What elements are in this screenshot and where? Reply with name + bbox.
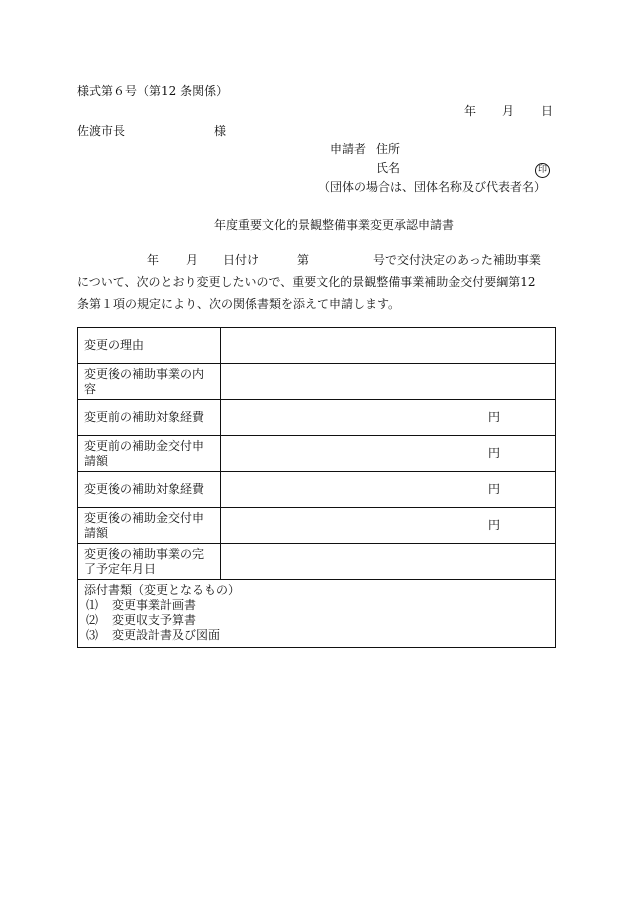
body-month-label: 月 [186,253,199,267]
attachment-number: ⑶ [86,628,99,642]
list-item [84,628,549,643]
date-year-label: 年 [464,104,477,118]
addressee-honorific: 様 [214,124,227,138]
table-row [78,472,556,508]
attachment-text: 変更設計書及び図面 [112,628,221,642]
table-row [78,544,556,580]
body-dai-label: 第 [297,253,310,267]
row-value-content[interactable] [221,364,556,400]
applicant-label: 申請者 [330,142,367,156]
list-item [84,598,549,613]
applicant-address-label: 住所 [376,142,401,156]
row-value-cost-after[interactable]: 円 [221,472,556,508]
list-item [84,613,549,628]
date-month-label: 月 [502,104,515,118]
table-row [78,436,556,472]
row-label-content: 変更後の補助事業の内容 [78,364,221,400]
row-label-cost-after: 変更後の補助対象経費 [78,472,221,508]
table-row [78,364,556,400]
table-row [78,328,556,364]
date-day-label: 日 [541,104,554,118]
row-value-reason[interactable] [221,328,556,364]
row-value-completion-date[interactable] [221,544,556,580]
row-value-grant-after[interactable]: 円 [221,508,556,544]
body-line-1 [77,249,555,271]
body-line-3: 条第１項の規定により、次の関係書類を添えて申請します。 [77,297,401,311]
attachment-number: ⑵ [86,613,99,627]
attachment-text: 変更収支予算書 [112,613,197,627]
body-paragraph [77,249,555,315]
form-number: 様式第６号（第12 条関係） [77,84,229,98]
body-line-2: について、次のとおり変更したいので、重要文化的景観整備事業補助金交付要綱第12 [77,275,536,289]
body-year-label: 年 [147,253,160,267]
row-value-cost-before[interactable]: 円 [221,400,556,436]
applicant-name-label: 氏名 [376,161,401,175]
attachment-number: ⑴ [86,598,99,612]
attachments-cell [78,580,556,648]
seal-mark [535,161,550,178]
table-row [78,400,556,436]
body-line-1-rest: 号で交付決定のあった補助事業 [373,253,541,267]
row-label-grant-after: 変更後の補助金交付申請額 [78,508,221,544]
addressee-name: 佐渡市長 [77,124,126,138]
change-application-table [77,327,556,648]
row-label-cost-before: 変更前の補助対象経費 [78,400,221,436]
body-day-label: 日付け [223,253,260,267]
attachments-heading: 添付書類（変更となるもの） [84,583,241,597]
row-label-completion-date: 変更後の補助事業の完了予定年月日 [78,544,221,580]
row-label-reason: 変更の理由 [78,328,221,364]
document-title: 年度重要文化的景観整備事業変更承認申請書 [214,218,455,232]
attachment-text: 変更事業計画書 [112,598,197,612]
row-label-grant-before: 変更前の補助金交付申請額 [78,436,221,472]
attachments-row [78,580,556,648]
table-row [78,508,556,544]
applicant-note: （団体の場合は、団体名称及び代表者名） [318,180,547,194]
seal-icon: 印 [535,163,550,178]
row-value-grant-before[interactable]: 円 [221,436,556,472]
